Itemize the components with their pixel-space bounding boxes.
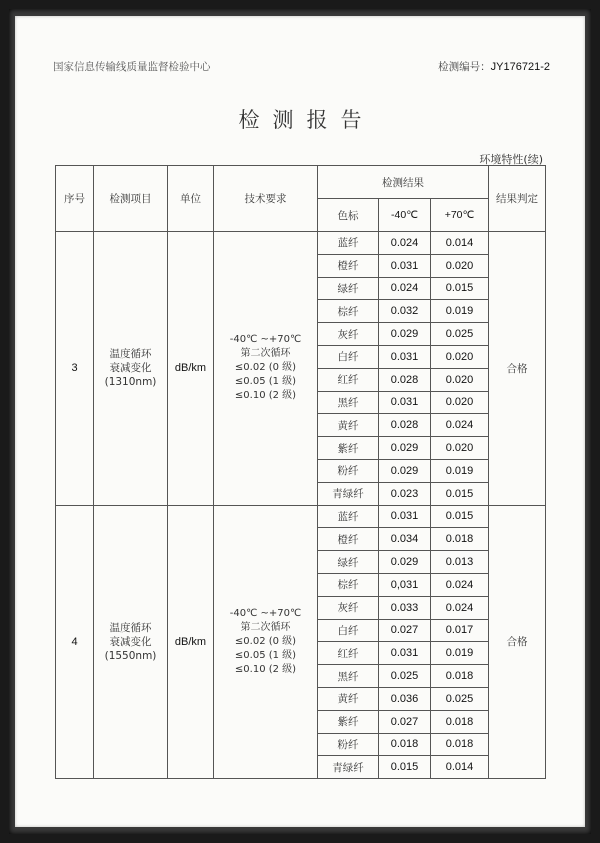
fiber-color: 黄纤 [318,414,379,437]
table-row [56,505,546,528]
value-low-temp: 0.029 [379,551,431,574]
fiber-color: 黑纤 [318,665,379,688]
value-low-temp: 0.031 [379,254,431,277]
value-low-temp: 0.034 [379,528,431,551]
header-temp-high: +70℃ [431,199,489,232]
value-low-temp: 0.024 [379,232,431,255]
item-line: 衰减变化 [109,362,152,375]
fiber-color: 紫纤 [318,437,379,460]
value-high-temp: 0.020 [431,368,489,391]
fiber-color: 白纤 [318,619,379,642]
fiber-color: 黑纤 [318,391,379,414]
item-line: (1550nm) [104,649,157,662]
fiber-color: 红纤 [318,642,379,665]
spec-line: ≤0.10 (2 级) [234,663,297,675]
value-high-temp: 0.025 [431,687,489,710]
group-item [94,505,168,779]
spec-line: 第二次循环 [240,348,291,360]
group-seq: 3 [56,232,94,506]
value-high-temp: 0.017 [431,619,489,642]
value-low-temp: 0.029 [379,459,431,482]
value-high-temp: 0.018 [431,710,489,733]
value-high-temp: 0.019 [431,459,489,482]
value-high-temp: 0.024 [431,414,489,437]
value-high-temp: 0.020 [431,437,489,460]
value-low-temp: 0.015 [379,756,431,779]
fiber-color: 橙纤 [318,254,379,277]
header-temp-low: -40℃ [379,199,431,232]
org-name: 国家信息传输线质量监督检验中心 [53,61,211,73]
value-high-temp: 0.018 [431,733,489,756]
value-high-temp: 0.019 [431,300,489,323]
value-high-temp: 0.015 [431,505,489,528]
value-high-temp: 0.020 [431,254,489,277]
value-low-temp: 0.024 [379,277,431,300]
spec-line: ≤0.10 (2 级) [234,390,297,402]
report-number-value: JY176721-2 [490,61,550,73]
value-low-temp: 0.031 [379,345,431,368]
value-high-temp: 0.014 [431,232,489,255]
table-row [56,232,546,255]
fiber-color: 白纤 [318,345,379,368]
value-low-temp: 0.029 [379,437,431,460]
value-high-temp: 0.025 [431,323,489,346]
value-high-temp: 0.018 [431,665,489,688]
value-high-temp: 0.020 [431,391,489,414]
value-low-temp: 0.033 [379,596,431,619]
fiber-color: 橙纤 [318,528,379,551]
report-number-label: 检测编号： [438,61,491,73]
report-number [438,59,550,74]
group-verdict: 合格 [489,232,546,506]
value-low-temp: 0.031 [379,505,431,528]
value-low-temp: 0.023 [379,482,431,505]
value-high-temp: 0.024 [431,573,489,596]
page-title: 检测报告 [238,108,375,132]
group-spec [214,232,318,506]
group-spec [214,505,318,779]
header-unit: 单位 [168,166,214,232]
value-high-temp: 0.020 [431,345,489,368]
fiber-color: 灰纤 [318,323,379,346]
value-low-temp: 0.028 [379,414,431,437]
fiber-color: 蓝纤 [318,505,379,528]
fiber-color: 绿纤 [318,277,379,300]
section-subtitle: 环境特性(续) [479,153,543,166]
item-line: (1310nm) [104,376,157,389]
fiber-color: 蓝纤 [318,232,379,255]
fiber-color: 黄纤 [318,687,379,710]
fiber-color: 紫纤 [318,710,379,733]
group-unit: dB/km [168,505,214,779]
fiber-color: 红纤 [318,368,379,391]
results-table [55,165,546,779]
spec-line: ≤0.02 (0 级) [234,362,297,374]
fiber-color: 粉纤 [318,733,379,756]
spec-line: ≤0.05 (1 级) [234,376,297,388]
value-low-temp: 0,031 [379,573,431,596]
spec-line: 第二次循环 [240,621,291,633]
fiber-color: 青绿纤 [318,482,379,505]
header-item: 检测项目 [94,166,168,232]
fiber-color: 棕纤 [318,300,379,323]
value-high-temp: 0.018 [431,528,489,551]
value-high-temp: 0.013 [431,551,489,574]
group-unit: dB/km [168,232,214,506]
value-low-temp: 0.028 [379,368,431,391]
item-line: 温度循环 [109,621,152,634]
value-low-temp: 0.029 [379,323,431,346]
spec-line: ≤0.02 (0 级) [234,635,297,647]
value-low-temp: 0.036 [379,687,431,710]
value-high-temp: 0.015 [431,482,489,505]
spec-line: -40℃ ~+70℃ [229,607,302,619]
spec-line: ≤0.05 (1 级) [234,649,297,661]
value-low-temp: 0.025 [379,665,431,688]
value-low-temp: 0.032 [379,300,431,323]
item-line: 衰减变化 [109,635,152,648]
fiber-color: 绿纤 [318,551,379,574]
group-verdict: 合格 [489,505,546,779]
value-low-temp: 0.031 [379,642,431,665]
value-high-temp: 0.014 [431,756,489,779]
fiber-color: 青绿纤 [318,756,379,779]
item-line: 温度循环 [109,348,152,361]
value-high-temp: 0.024 [431,596,489,619]
header-seq: 序号 [56,166,94,232]
header-results: 检测结果 [318,166,489,199]
value-high-temp: 0.019 [431,642,489,665]
fiber-color: 灰纤 [318,596,379,619]
group-seq: 4 [56,505,94,779]
value-low-temp: 0.027 [379,710,431,733]
header-verdict: 结果判定 [489,166,546,232]
fiber-color: 棕纤 [318,573,379,596]
header-spec: 技术要求 [214,166,318,232]
fiber-color: 粉纤 [318,459,379,482]
value-high-temp: 0.015 [431,277,489,300]
value-low-temp: 0.031 [379,391,431,414]
group-item [94,232,168,506]
value-low-temp: 0.018 [379,733,431,756]
header-color: 色标 [318,199,379,232]
spec-line: -40℃ ~+70℃ [229,334,302,346]
value-low-temp: 0.027 [379,619,431,642]
